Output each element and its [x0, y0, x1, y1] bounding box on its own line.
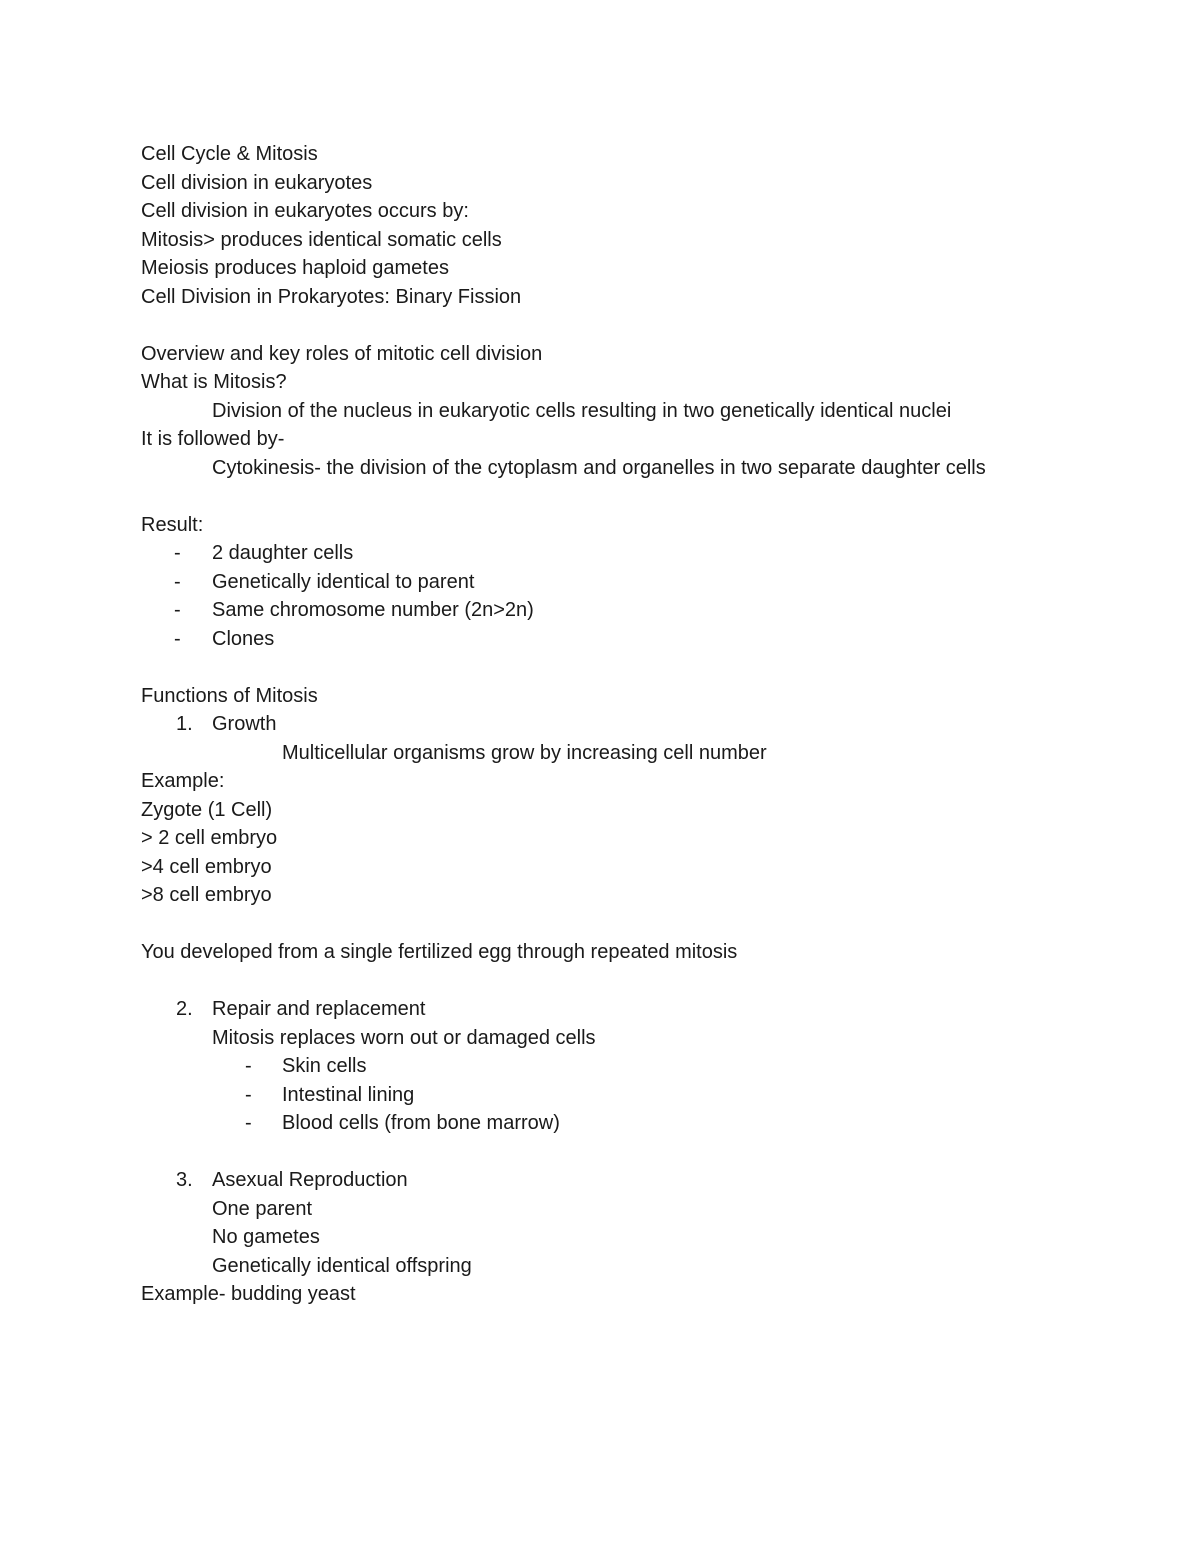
mitosis-question: What is Mitosis? [141, 371, 287, 393]
mitosis-definition: Division of the nucleus in eukaryotic cells resulting in two genetically identical nuclei [212, 399, 952, 422]
spacer [141, 653, 1101, 682]
function-asexual [141, 1166, 1101, 1195]
embryo-stage: > 2 cell embryo [141, 827, 278, 849]
embryo-stage: >8 cell embryo [141, 884, 272, 906]
repair-item-text: Skin cells [282, 1055, 367, 1077]
intro-line: Cell division in eukaryotes [141, 171, 373, 194]
spacer [141, 482, 1101, 511]
result-heading: Result: [141, 513, 204, 536]
result-list-item [141, 568, 1101, 597]
bullet-dash: - [174, 570, 181, 593]
intro-line: Cell Division in Prokaryotes: Binary Fission [141, 285, 522, 308]
spacer [141, 1138, 1101, 1167]
spacer [141, 311, 1101, 340]
repair-item-text: Intestinal lining [282, 1083, 415, 1106]
result-item-text: Clones [212, 627, 275, 650]
function-title: Asexual Reproduction [212, 1169, 408, 1191]
example-label: Example: [141, 770, 225, 792]
asexual-line: Genetically identical offspring [212, 1254, 472, 1277]
result-list-item [141, 539, 1101, 568]
result-list-item [141, 596, 1101, 625]
embryo-stage: Zygote (1 Cell) [141, 798, 273, 821]
function-repair [141, 995, 1101, 1024]
followed-by-label: It is followed by- [141, 428, 285, 450]
result-item-text: Genetically identical to parent [212, 570, 475, 593]
growth-conclusion: You developed from a single fertilized egg through repeated mitosis [141, 941, 738, 963]
repair-list-item [141, 1052, 1101, 1081]
embryo-stage: >4 cell embryo [141, 855, 272, 878]
functions-heading: Functions of Mitosis [141, 684, 318, 707]
asexual-line: One parent [212, 1197, 313, 1220]
result-item-text: 2 daughter cells [212, 542, 354, 564]
bullet-dash: - [245, 1055, 252, 1077]
result-list-item [141, 625, 1101, 654]
asexual-example: Example- budding yeast [141, 1283, 356, 1305]
document-body [141, 140, 1101, 1309]
bullet-dash: - [245, 1112, 252, 1134]
growth-detail: Multicellular organisms grow by increasing cell number [282, 741, 767, 764]
repair-list-item [141, 1081, 1101, 1110]
asexual-line: No gametes [212, 1226, 320, 1248]
spacer [141, 967, 1101, 996]
repair-item-text: Blood cells (from bone marrow) [282, 1112, 560, 1134]
bullet-dash: - [174, 542, 181, 564]
bullet-dash: - [174, 599, 181, 621]
bullet-dash: - [174, 627, 181, 650]
list-number: 1. [176, 713, 193, 735]
document-title: Cell Cycle & Mitosis [141, 143, 318, 165]
spacer [141, 910, 1101, 939]
bullet-dash: - [245, 1083, 252, 1106]
repair-list-item [141, 1109, 1101, 1138]
function-title: Growth [212, 713, 277, 735]
list-number: 3. [176, 1169, 193, 1191]
intro-line: Mitosis> produces identical somatic cells [141, 228, 502, 251]
intro-line: Cell division in eukaryotes occurs by: [141, 200, 469, 222]
list-number: 2. [176, 998, 193, 1020]
cytokinesis-definition: Cytokinesis- the division of the cytoplasm and organelles in two separate daughter cells [212, 456, 986, 479]
overview-heading: Overview and key roles of mitotic cell division [141, 342, 543, 365]
function-title: Repair and replacement [212, 998, 426, 1020]
repair-detail: Mitosis replaces worn out or damaged cells [212, 1026, 596, 1049]
intro-line: Meiosis produces haploid gametes [141, 257, 449, 279]
result-item-text: Same chromosome number (2n>2n) [212, 599, 534, 621]
function-growth [141, 710, 1101, 739]
